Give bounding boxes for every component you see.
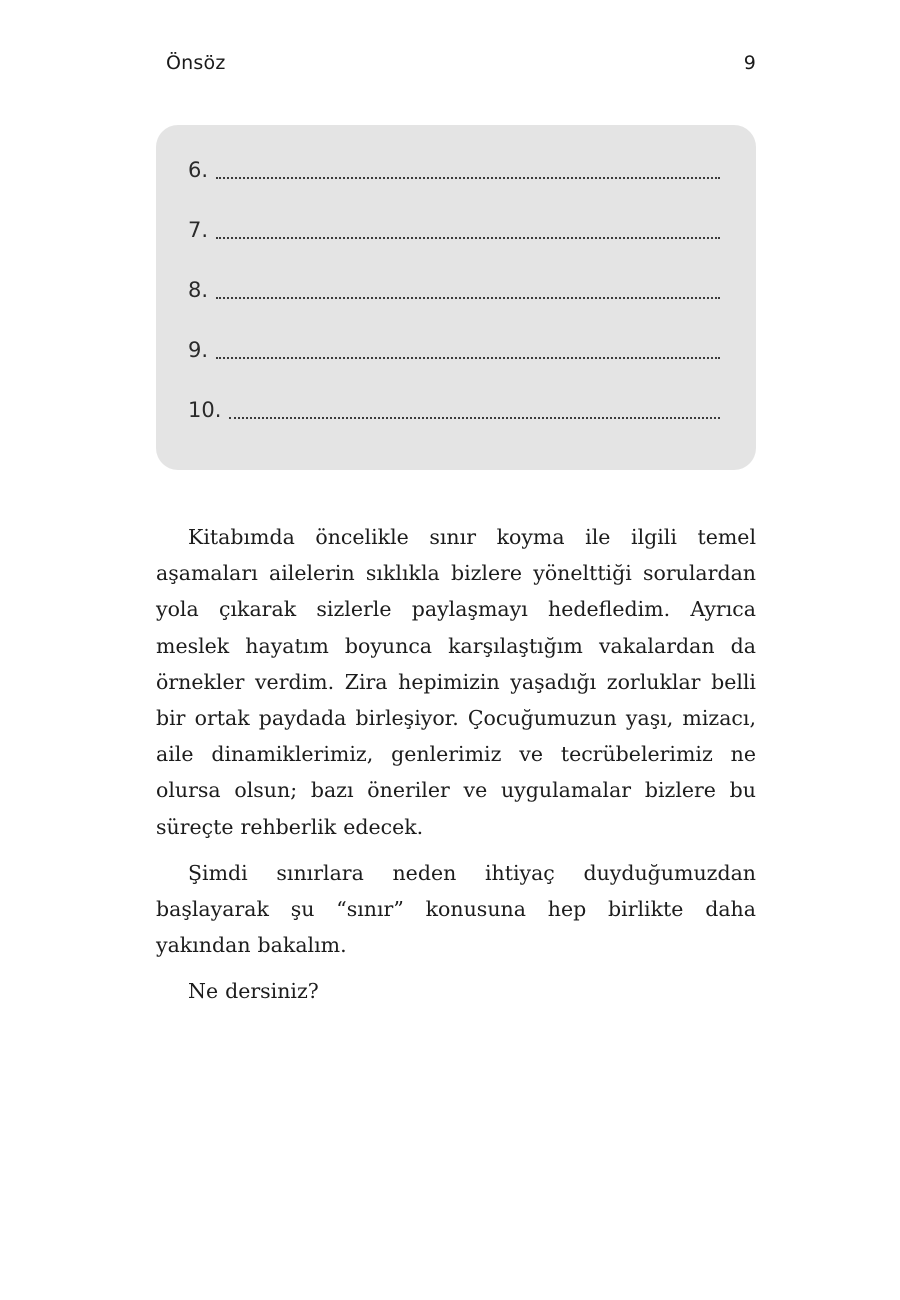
dotted-blank-line: [216, 337, 720, 359]
list-item[interactable]: [188, 217, 720, 277]
list-item-number: 6.: [188, 158, 209, 182]
chapter-title: Önsöz: [166, 52, 226, 74]
body-text: [156, 519, 756, 1020]
dotted-blank-line: [229, 397, 720, 419]
list-item-number: 7.: [188, 218, 209, 242]
list-item[interactable]: [188, 397, 720, 457]
running-header: [166, 52, 756, 78]
list-item[interactable]: [188, 337, 720, 397]
list-item-number: 9.: [188, 338, 209, 362]
dotted-blank-line: [216, 217, 720, 239]
dotted-blank-line: [216, 157, 720, 179]
paragraph: Şimdi sınırlara neden ihtiyaç duyduğumuzdan başlayarak şu “sınır” konusuna hep birlikte daha yakından bakalım.: [156, 860, 756, 958]
fill-in-list-box: [156, 125, 756, 470]
list-item-number: 10.: [188, 398, 222, 422]
paragraph: Kitabımda öncelikle sınır koyma ile ilgili temel aşamaları ailelerin sıklıkla bizlere yönelttiği sorulardan yola çıkarak sizlerle paylaşmayı hedefledim. Ayrıca meslek hayatım boyunca karşılaştığım vakalardan da örnekler verdim. Zira hepimizin yaşadığı zorluklar belli bir ortak paydada birleşiyor. Çocuğumuzun yaşı, mizacı, aile dinamiklerimiz, genlerimiz ve tecrübelerimiz ne olursa olsun; bazı öneriler ve uygulamalar bizlere bu süreçte rehberlik edecek.: [156, 525, 756, 839]
paragraph: Ne dersiniz?: [188, 979, 319, 1004]
list-item-number: 8.: [188, 278, 209, 302]
page-number: 9: [743, 52, 756, 74]
list-item[interactable]: [188, 277, 720, 337]
list-item[interactable]: [188, 157, 720, 217]
dotted-blank-line: [216, 277, 720, 299]
